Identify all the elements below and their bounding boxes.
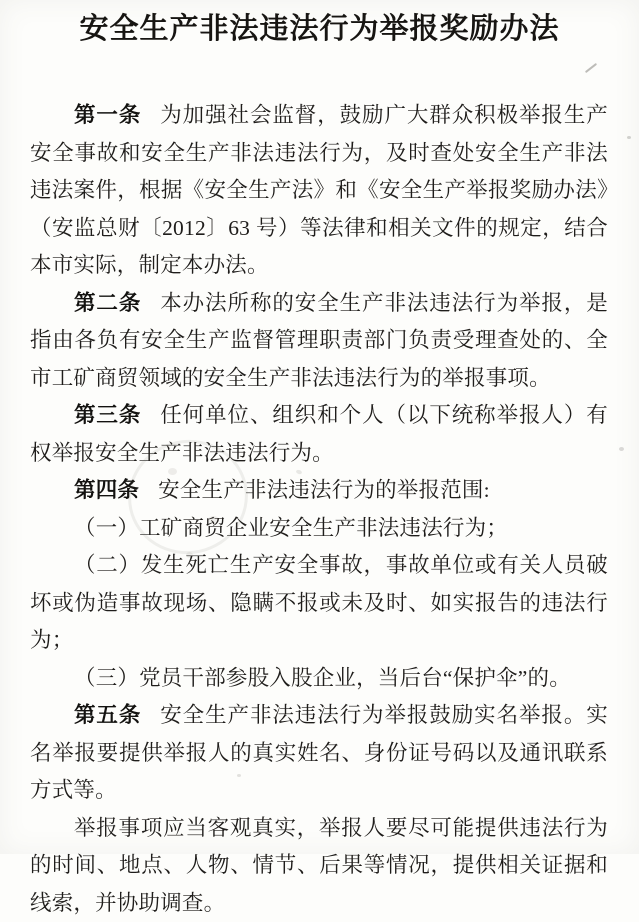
paragraph-text: 为加强社会监督，鼓励广大群众积极举报生产安全事故和安全生产非法违法行为，及时查处安全生产非法违法案件，根据《安全生产法》和《安全生产举报奖励办法》（安监总财〔2012〕63 号）等法律和相关文件的规定，结合本市实际，制定本办法。 bbox=[30, 103, 608, 277]
paragraph-text: 安全生产非法违法行为举报鼓励实名举报。实名举报要提供举报人的真实姓名、身份证号码以及通讯联系方式等。 bbox=[30, 703, 608, 802]
paragraph-text: （三）党员干部参股入股企业，当后台“保护伞”的。 bbox=[74, 666, 571, 690]
article-label: 第四条 bbox=[74, 478, 139, 502]
paragraph-text: 安全生产非法违法行为的举报范围: bbox=[158, 478, 490, 502]
paragraph-text: 任何单位、组织和个人（以下统称举报人）有权举报安全生产非法违法行为。 bbox=[30, 403, 608, 465]
paragraph-article-5 bbox=[30, 697, 608, 810]
paragraph-article-1 bbox=[30, 97, 608, 285]
article-label: 第五条 bbox=[74, 703, 141, 727]
paragraph-article-4 bbox=[30, 472, 608, 510]
list-item-1 bbox=[30, 510, 608, 548]
paragraph-text: （二）发生死亡生产安全事故，事故单位或有关人员破坏或伪造事故现场、隐瞒不报或未及时、如实报告的违法行为； bbox=[30, 553, 608, 652]
list-item-2 bbox=[30, 547, 608, 660]
list-item-3 bbox=[30, 660, 608, 698]
article-label: 第二条 bbox=[74, 291, 141, 315]
paragraph-article-3 bbox=[30, 397, 608, 472]
document-title: 安全生产非法违法行为举报奖励办法 bbox=[0, 0, 639, 47]
paragraph-article-2 bbox=[30, 285, 608, 398]
article-label: 第一条 bbox=[74, 103, 141, 127]
paragraph-text: 举报事项应当客观真实，举报人要尽可能提供违法行为的时间、地点、人物、情节、后果等情况，提供相关证据和线索，并协助调查。 bbox=[30, 816, 608, 915]
article-label: 第三条 bbox=[74, 403, 141, 427]
paragraph-text: （一）工矿商贸企业安全生产非法违法行为； bbox=[74, 516, 508, 540]
paragraph-text: 本办法所称的安全生产非法违法行为举报，是指由各负有安全生产监督管理职责部门负责受理查处的、全市工矿商贸领域的安全生产非法违法行为的举报事项。 bbox=[30, 291, 608, 390]
document-body bbox=[0, 47, 639, 922]
paragraph-closing bbox=[30, 810, 608, 922]
